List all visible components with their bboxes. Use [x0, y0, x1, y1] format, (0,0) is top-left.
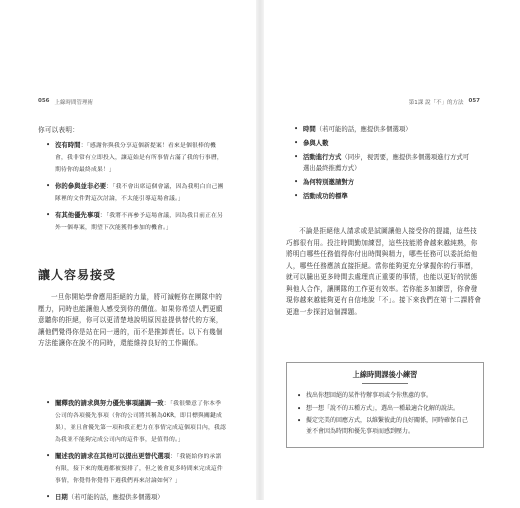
- right-page: [264, 0, 520, 500]
- right-page-number: 057: [468, 98, 480, 104]
- book-gutter: [256, 0, 264, 500]
- right-running-header: [409, 98, 480, 106]
- proposal-item-alternative: • 闡述我的請求在其他可以提出更替代選項：「我能給你的承諾有限，接下來的幾週都被預排了，但之後會更多時間來完成這件事情，你覺得你覺得下週我們再來討論如何？」: [46, 451, 226, 487]
- proposal-item-align: • 闡釋我的請求與努力優先事項議調一致：「我很樂意了你本季公司的各項優先事項（你的公司將其稱為OKR，即目標與關鍵成果），並且會優先第一項和我正把力在事情完成這個項目內，我認為我並不能夠完成公司內的這件事，是值得的。」: [46, 398, 226, 446]
- exercise-list: [297, 391, 473, 437]
- detail-attendees: • 參與人數: [294, 138, 474, 149]
- detail-time: • 時間（若可能的話，應提供多個選項）: [294, 124, 474, 135]
- reason-not-needed: • 你的參與並非必要：「我不會出席這個會議，因為我明白自己團隊裡的文件對這次討論，不太能引導這場會議。」: [46, 181, 226, 205]
- exercise-title-rule: [362, 383, 408, 384]
- exercise-box: [286, 362, 484, 448]
- exercise-item: • 想一想「說不的五種方式」，選出一種最適合化解的說法。: [297, 404, 473, 415]
- exercise-item: • 找出你想回絕的某件待辦事項或令你焦慮的事。: [297, 391, 473, 402]
- section-paragraph: 一旦你開始學會應用拒絕的力量，將可減輕你在團隊中的壓力，同時也能讓他人感受到你的價值。如果你希望人們更願意聽你的拒絕，你可以更清楚地說明原因並提供替代的方案，讓他們覺得你是站在同一邊的，而不是推卸責任。以下有幾個方法能讓你在說不的同時，還能維持良好的工作關係。: [38, 293, 223, 347]
- proposal-bullet-list: [46, 398, 226, 508]
- reason-no-time: • 沒有時間：「感謝你與我分享這個新提案！看來是個很棒的機會，我非常有立即投入，讓這始是有所事情占滿了我的行事曆，期待你的最終成果！」: [46, 140, 226, 176]
- detail-format: • 活動進行方式（同步，視需要，應提供多個選項進行方式可選出最終推薦方式）: [294, 152, 474, 174]
- detail-why-invited: • 為何特別邀請對方: [294, 177, 474, 188]
- event-detail-list: [294, 124, 474, 205]
- detail-success-criteria: • 活動成功的標準: [294, 191, 474, 202]
- left-page: [0, 0, 256, 500]
- left-header-title: 上線時間管理術: [54, 100, 93, 106]
- exercise-item: • 擬定完美的回應方式，以維繫彼此的良好關係，同時確保自己並不會因為時間和優先事項而感到壓力。: [297, 416, 473, 437]
- reason-other-priorities: • 有其他優先事項：「我將不再參予這場會議，因為我目前正在另外一個專案，期望下次能獲得參加的機會。」: [46, 210, 226, 234]
- reason-bullet-list: [46, 140, 226, 239]
- left-running-header: [38, 98, 93, 106]
- right-header-title: 第1課 說「不」的方法: [408, 100, 464, 106]
- section-heading: 讓人容易接受: [38, 268, 117, 282]
- closing-paragraph: 不論是拒絕他人請求或是試圖讓他人接受你的提議，這些技巧都很有用。投注時間勤加練習，這些技能將會越來越純熟，你將明白哪些任務值得你付出時間與精力，哪些任務可以委託給他人，哪些任務應該直接拒絕。當你能夠更充分掌握你的行事曆，就可以騰出更多時間去處理真正重要的事情，也能以更好的狀態與他人合作，讓團隊的工作更有效率。若你能多加練習，你會發現你越來越能夠更有自信地說「不」。接下來我們在第十二課將會更進一步探討這個課題。: [286, 227, 482, 316]
- left-page-number: 056: [38, 98, 50, 104]
- exercise-box-title: 上線時間課後小練習: [352, 370, 418, 379]
- proposal-item-date: • 日期（若可能的話，應提供多個選項）: [46, 492, 226, 503]
- intro-text: 你可以表明：: [38, 126, 80, 134]
